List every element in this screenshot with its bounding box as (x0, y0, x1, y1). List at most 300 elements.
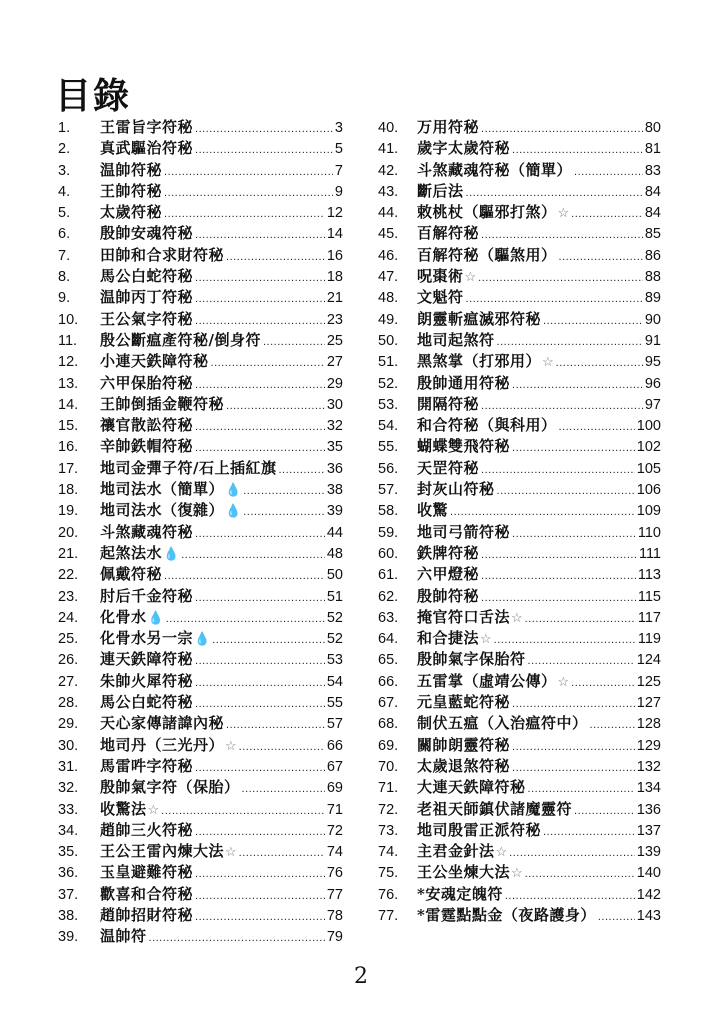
toc-entry (378, 649, 661, 670)
entry-number: 4. (58, 183, 71, 200)
page-title: 目錄 (55, 75, 132, 117)
toc-entry (378, 820, 661, 841)
entry-page: 35 (326, 439, 343, 456)
toc-entry (378, 713, 661, 734)
toc-entry (378, 841, 661, 862)
entry-number: 34. (58, 822, 79, 839)
entry-number: 10. (58, 311, 79, 328)
toc-entry (378, 458, 661, 479)
entry-number: 70. (378, 758, 399, 775)
star-icon: ☆ (225, 845, 237, 861)
entry-page: 32 (326, 418, 343, 435)
entry-title: 百解符秘（驅煞用） (417, 245, 557, 264)
entry-number: 48. (378, 290, 399, 307)
entry-title: 收驚 (417, 501, 449, 520)
toc-entry (378, 671, 661, 692)
entry-page: 91 (644, 332, 661, 349)
toc-entry (58, 820, 343, 841)
water-drop-icon: 💧 (163, 546, 180, 562)
dot-leader (481, 460, 635, 481)
star-icon: ☆ (542, 355, 554, 371)
entry-number: 75. (378, 865, 399, 882)
entry-page: 128 (636, 716, 661, 733)
entry-title: 万用符秘 (417, 118, 480, 136)
entry-title: 天罡符秘 (417, 458, 480, 477)
toc-entry (378, 181, 661, 202)
toc-entry (58, 799, 343, 820)
entry-title: 老祖天師鎮伏諸魔靈符 (417, 799, 573, 818)
entry-title: 大連天鉄障符秘 (417, 778, 526, 797)
dot-leader (598, 907, 635, 928)
toc-entry (378, 415, 661, 436)
entry-page: 139 (636, 844, 661, 861)
entry-number: 9. (58, 290, 71, 307)
entry-page: 52 (326, 609, 343, 626)
dot-leader (195, 864, 325, 885)
entry-page: 30 (326, 396, 343, 413)
entry-page: 77 (326, 886, 343, 903)
toc-entry (378, 330, 661, 351)
entry-title: 開隔符秘 (417, 394, 480, 413)
dot-leader (263, 332, 325, 353)
entry-number: 46. (378, 247, 399, 264)
entry-page: 23 (326, 311, 343, 328)
entry-page: 90 (644, 311, 661, 328)
dot-leader (195, 886, 325, 907)
entry-title: 王公坐煉大法 (417, 863, 511, 882)
entry-title: 關帥朗靈符秘 (417, 735, 511, 754)
dot-leader (195, 119, 333, 140)
entry-title: 殷帥通用符秘 (417, 373, 511, 392)
dot-leader (512, 375, 643, 396)
toc-entry (378, 202, 661, 223)
entry-number: 35. (58, 844, 79, 861)
toc-entry (58, 223, 343, 244)
entry-number: 23. (58, 588, 79, 605)
entry-number: 22. (58, 567, 79, 584)
toc-entry (58, 841, 343, 862)
entry-title: 收驚法 (100, 799, 147, 818)
entry-number: 38. (58, 907, 79, 924)
entry-number: 2. (58, 141, 71, 158)
toc-entry (58, 117, 343, 138)
dot-leader (195, 758, 325, 779)
dot-leader (525, 864, 635, 885)
entry-number: 28. (58, 695, 79, 712)
entry-number: 36. (58, 865, 79, 882)
entry-page: 67 (326, 758, 343, 775)
toc-entry (58, 884, 343, 905)
entry-page: 100 (636, 418, 661, 435)
entry-page: 54 (326, 673, 343, 690)
dot-leader (512, 737, 635, 758)
entry-number: 45. (378, 226, 399, 243)
entry-title: 地司法水（復雜） (100, 501, 225, 520)
entry-page: 44 (326, 524, 343, 541)
star-icon: ☆ (147, 802, 160, 818)
dot-leader (466, 289, 643, 310)
dot-leader (181, 545, 325, 566)
dot-leader (512, 524, 636, 545)
dot-leader (243, 502, 325, 523)
dot-leader (543, 311, 643, 332)
toc-entry (378, 607, 661, 628)
toc-entry (378, 394, 661, 415)
star-icon: ☆ (480, 632, 492, 648)
dot-leader (574, 162, 643, 183)
entry-page: 115 (637, 588, 661, 605)
entry-page: 18 (326, 269, 343, 286)
toc-entry (378, 905, 661, 926)
entry-page: 76 (326, 865, 343, 882)
entry-title: 朗靈斬瘟滅邪符秘 (417, 309, 542, 328)
entry-title: 呪棗術 (417, 267, 464, 286)
entry-page: 52 (326, 631, 343, 648)
entry-page: 79 (326, 929, 343, 946)
dot-leader (211, 353, 325, 374)
page-number: 2 (354, 964, 368, 989)
entry-number: 76. (378, 886, 399, 903)
entry-title: 王雷旨字符秘 (100, 118, 194, 136)
entry-number: 6. (58, 226, 71, 243)
entry-number: 50. (378, 332, 399, 349)
entry-page: 125 (636, 673, 661, 690)
entry-page: 106 (636, 482, 661, 499)
dot-leader (574, 801, 635, 822)
entry-title: 王帥符秘 (100, 181, 163, 200)
entry-number: 25. (58, 631, 79, 648)
entry-number: 37. (58, 886, 79, 903)
entry-number: 39. (58, 929, 79, 946)
entry-number: 7. (58, 247, 71, 264)
toc-entry (58, 649, 343, 670)
entry-title: 趙帥招財符秘 (100, 905, 194, 924)
entry-page: 111 (638, 545, 661, 562)
entry-title: 連天鉄障符秘 (100, 650, 194, 669)
star-icon: ☆ (464, 270, 477, 286)
entry-number: 3. (58, 162, 71, 179)
dot-leader (164, 566, 325, 587)
water-drop-icon: 💧 (225, 483, 242, 499)
entry-title: 掩官符口舌法 (417, 607, 511, 626)
entry-number: 74. (378, 844, 399, 861)
toc-entry (378, 586, 661, 607)
entry-number: 55. (378, 439, 399, 456)
entry-title: 地司起煞符 (417, 330, 495, 349)
toc-entry (58, 351, 343, 372)
entry-page: 27 (326, 354, 343, 371)
dot-leader (243, 481, 325, 502)
star-icon: ☆ (557, 674, 570, 690)
dot-leader (512, 140, 643, 161)
star-icon: ☆ (225, 738, 237, 754)
entry-page: 38 (326, 482, 343, 499)
dot-leader (497, 481, 635, 502)
toc-entry (58, 479, 343, 500)
dot-leader (512, 694, 635, 715)
entry-number: 51. (378, 354, 399, 371)
entry-number: 30. (58, 737, 79, 754)
entry-number: 60. (378, 545, 399, 562)
toc-entry (58, 777, 343, 798)
dot-leader (195, 438, 325, 459)
entry-title: 百解符秘 (417, 224, 480, 243)
toc-entry (58, 905, 343, 926)
entry-number: 44. (378, 205, 399, 222)
entry-page: 55 (326, 695, 343, 712)
entry-page: 88 (644, 269, 661, 286)
entry-title: *安魂定魄符 (417, 884, 503, 903)
entry-title: 歲字太歲符秘 (417, 139, 511, 158)
entry-title: 六甲保胎符秘 (100, 373, 194, 392)
entry-page: 127 (636, 695, 661, 712)
entry-page: 72 (326, 822, 343, 839)
entry-page: 21 (326, 290, 343, 307)
dot-leader (226, 396, 325, 417)
dot-leader (195, 417, 325, 438)
entry-page: 137 (636, 822, 661, 839)
toc-entry (58, 628, 343, 649)
dot-leader (195, 268, 325, 289)
entry-number: 13. (58, 375, 79, 392)
entry-page: 80 (644, 120, 661, 136)
entry-page: 74 (326, 844, 343, 861)
dot-leader (242, 779, 325, 800)
entry-page: 39 (326, 503, 343, 520)
entry-number: 71. (378, 780, 399, 797)
entry-title: 天心家傳諸諱內秘 (100, 714, 225, 733)
entry-page: 7 (334, 162, 343, 179)
entry-number: 67. (378, 695, 399, 712)
toc-left-column (58, 117, 343, 948)
toc-entry (378, 884, 661, 905)
entry-number: 49. (378, 311, 399, 328)
dot-leader (195, 907, 325, 928)
dot-leader (195, 673, 325, 694)
dot-leader (512, 438, 635, 459)
dot-leader (478, 268, 643, 289)
dot-leader (226, 247, 325, 268)
entry-title: 温帥符秘 (100, 160, 163, 179)
entry-page: 9 (334, 183, 343, 200)
entry-page: 3 (334, 120, 343, 136)
entry-title: 太歲符秘 (100, 203, 163, 222)
entry-number: 68. (378, 716, 399, 733)
toc-entry (378, 564, 661, 585)
entry-number: 33. (58, 801, 79, 818)
entry-title: 蝴蝶雙飛符秘 (417, 437, 511, 456)
toc-entry (58, 245, 343, 266)
entry-page: 84 (644, 183, 661, 200)
toc-entry (378, 287, 661, 308)
entry-number: 73. (378, 822, 399, 839)
entry-page: 29 (326, 375, 343, 392)
entry-page: 84 (644, 205, 661, 222)
toc-entry (378, 522, 661, 543)
toc-entry (58, 564, 343, 585)
entry-number: 53. (378, 396, 399, 413)
entry-page: 81 (644, 141, 661, 158)
dot-leader (195, 588, 325, 609)
entry-title: 殷帥符秘 (417, 586, 480, 605)
entry-number: 72. (378, 801, 399, 818)
entry-title: 封灰山符秘 (417, 480, 495, 499)
entry-page: 119 (637, 631, 661, 648)
entry-page: 5 (334, 141, 343, 158)
entry-title: 斗煞藏魂符秘（簡單） (417, 160, 573, 179)
toc-entry (58, 202, 343, 223)
entry-title: 肘后千金符秘 (100, 586, 194, 605)
toc-entry (58, 522, 343, 543)
entry-page: 89 (644, 290, 661, 307)
dot-leader (528, 779, 635, 800)
entry-title: 文魁符 (417, 288, 464, 307)
dot-leader (195, 225, 325, 246)
entry-page: 25 (326, 332, 343, 349)
toc-entry (58, 671, 343, 692)
toc-entry (378, 692, 661, 713)
toc-entry (378, 223, 661, 244)
toc-right-column (378, 117, 661, 926)
entry-number: 27. (58, 673, 79, 690)
toc-entry (378, 436, 661, 457)
dot-leader (278, 460, 324, 481)
entry-page: 117 (637, 609, 661, 626)
entry-title: 六甲燈秘 (417, 565, 480, 584)
entry-number: 21. (58, 545, 79, 562)
dot-leader (212, 630, 325, 651)
entry-title: 斷后法 (417, 181, 464, 200)
dot-leader (164, 183, 333, 204)
toc-entry (378, 309, 661, 330)
entry-page: 142 (636, 886, 661, 903)
dot-leader (571, 673, 635, 694)
entry-number: 43. (378, 183, 399, 200)
entry-title: 馬公白蛇符秘 (100, 693, 194, 712)
entry-page: 124 (636, 652, 661, 669)
toc-entry (58, 160, 343, 181)
entry-number: 61. (378, 567, 399, 584)
entry-number: 18. (58, 482, 79, 499)
entry-title: 辛帥鉄帽符秘 (100, 437, 194, 456)
entry-title: 殷公斷瘟產符秘/倒身符 (100, 330, 261, 349)
toc-entry (58, 436, 343, 457)
entry-title: 温帥符 (100, 927, 147, 946)
water-drop-icon: 💧 (147, 610, 164, 626)
entry-title: 歡喜和合符秘 (100, 884, 194, 903)
entry-page: 140 (636, 865, 661, 882)
dot-leader (195, 651, 325, 672)
dot-leader (525, 609, 636, 630)
dot-leader (559, 247, 643, 268)
entry-number: 31. (58, 758, 79, 775)
toc-entry (58, 373, 343, 394)
entry-page: 50 (326, 567, 343, 584)
toc-entry (58, 692, 343, 713)
entry-number: 65. (378, 652, 399, 669)
toc-entry (58, 735, 343, 756)
entry-title: 元皇藍蛇符秘 (417, 693, 511, 712)
dot-leader (509, 843, 635, 864)
dot-leader (481, 119, 643, 140)
entry-number: 32. (58, 780, 79, 797)
toc-entry (58, 415, 343, 436)
entry-page: 86 (644, 247, 661, 264)
entry-number: 59. (378, 524, 399, 541)
dot-leader (195, 524, 325, 545)
entry-number: 17. (58, 460, 79, 477)
toc-entry (378, 543, 661, 564)
entry-title: 殷帥氣字符（保胎） (100, 778, 240, 797)
entry-title: 田帥和合求財符秘 (100, 245, 225, 264)
entry-title: 趙帥三火符秘 (100, 820, 194, 839)
entry-page: 110 (637, 524, 661, 541)
entry-title: 鉄牌符秘 (417, 543, 480, 562)
dot-leader (164, 162, 333, 183)
entry-title: 地司弓箭符秘 (417, 522, 511, 541)
toc-entry (378, 628, 661, 649)
entry-page: 69 (326, 780, 343, 797)
entry-title: 朱帥火犀符秘 (100, 671, 194, 690)
toc-entry (58, 266, 343, 287)
entry-title: 黑煞掌（打邪用） (417, 352, 542, 371)
entry-page: 12 (326, 205, 343, 222)
entry-page: 36 (326, 460, 343, 477)
dot-leader (195, 694, 325, 715)
water-drop-icon: 💧 (194, 632, 211, 648)
dot-leader (571, 204, 643, 225)
entry-title: 地司殷雷正派符秘 (417, 820, 542, 839)
toc-entry (58, 138, 343, 159)
dot-leader (195, 822, 325, 843)
toc-entry (378, 351, 661, 372)
toc-entry (378, 735, 661, 756)
toc-entry (58, 586, 343, 607)
entry-title: 化骨水 (100, 607, 147, 626)
entry-number: 11. (58, 332, 78, 349)
dot-leader (481, 588, 636, 609)
star-icon: ☆ (495, 845, 508, 861)
entry-title: 玉皇避難符秘 (100, 863, 194, 882)
entry-title: 和合捷法 (417, 629, 480, 648)
entry-number: 58. (378, 503, 399, 520)
entry-number: 20. (58, 524, 79, 541)
entry-page: 136 (636, 801, 661, 818)
entry-number: 56. (378, 460, 399, 477)
entry-title: 地司金彈子符/石上插紅旗 (100, 458, 277, 477)
entry-title: 制伏五瘟（入治瘟符中） (417, 714, 588, 733)
entry-title: 馬雷吽字符秘 (100, 756, 194, 775)
entry-number: 29. (58, 716, 79, 733)
toc-entry (378, 756, 661, 777)
entry-number: 57. (378, 482, 399, 499)
entry-title: 王帥倒插金鞭符秘 (100, 394, 225, 413)
entry-page: 97 (644, 396, 661, 413)
entry-page: 113 (637, 567, 661, 584)
entry-title: 王公氣字符秘 (100, 309, 194, 328)
entry-number: 16. (58, 439, 79, 456)
entry-number: 63. (378, 609, 399, 626)
toc-entry (58, 394, 343, 415)
entry-number: 41. (378, 141, 399, 158)
entry-number: 66. (378, 673, 399, 690)
dot-leader (481, 545, 637, 566)
dot-leader (556, 353, 643, 374)
entry-number: 5. (58, 205, 71, 222)
toc-entry (58, 756, 343, 777)
dot-leader (590, 715, 635, 736)
dot-leader (239, 737, 325, 758)
